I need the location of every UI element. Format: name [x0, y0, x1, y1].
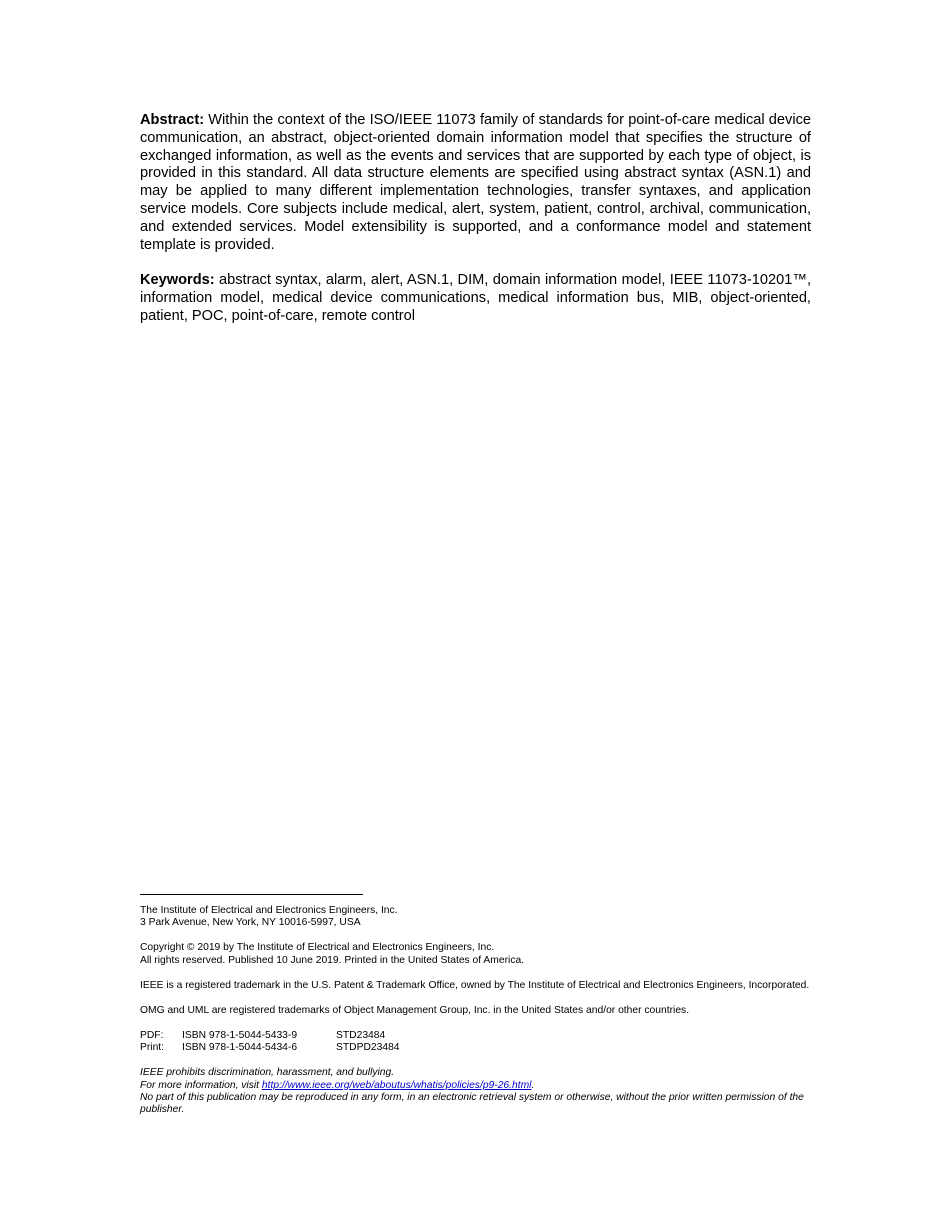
abstract-paragraph: [140, 112, 811, 254]
isbn-format: PDF:: [140, 1029, 164, 1041]
isbn-format: Print:: [140, 1042, 165, 1054]
isbn-row-pdf: [140, 1030, 812, 1042]
institute-street: 3 Park Avenue, New York, NY 10016-5997, USA: [140, 917, 361, 929]
isbn-row-print: [140, 1042, 812, 1054]
rights-line: All rights reserved. Published 10 June 2019. Printed in the United States of America.: [140, 954, 525, 966]
isbn-number: ISBN 978-1-5044-5433-9: [182, 1029, 298, 1041]
policy-link[interactable]: http://www.ieee.org/web/aboutus/whatis/policies/p9-26.html: [261, 1079, 532, 1091]
more-info-prefix: For more information, visit: [140, 1079, 262, 1091]
isbn-number: ISBN 978-1-5044-5434-6: [182, 1042, 298, 1054]
more-info-suffix: .: [531, 1079, 535, 1091]
discrimination-policy: IEEE prohibits discrimination, harassment, and bullying.: [140, 1067, 395, 1079]
more-info-line: [140, 1080, 812, 1092]
keywords-text: abstract syntax, alarm, alert, ASN.1, DIM, domain information model, IEEE 11073-10201™, information model, medical device communications, medical information bus, MIB, object-oriented, patient, POC, point-of-care, remote control: [140, 272, 811, 324]
ieee-trademark-block: [140, 980, 812, 992]
isbn-code: STDPD23484: [336, 1042, 400, 1054]
legal-notice: [140, 1067, 812, 1117]
copyright-line: Copyright © 2019 by The Institute of Electrical and Electronics Engineers, Inc.: [140, 942, 495, 954]
abstract-label: Abstract:: [140, 112, 205, 128]
footnote-divider: [140, 894, 363, 895]
omg-trademark-text: OMG and UML are registered trademarks of Object Management Group, Inc. in the United States and/or other countries.: [140, 1004, 690, 1016]
institute-address: [140, 905, 812, 930]
ieee-trademark-text: IEEE is a registered trademark in the U.S. Patent & Trademark Office, owned by The Institute of Electrical and Electronics Engineers, Incorporated.: [140, 979, 810, 991]
reproduction-notice: No part of this publication may be reproduced in any form, in an electronic retrieval system or otherwise, without the prior written permission of the publisher.: [140, 1092, 804, 1116]
keywords-paragraph: [140, 272, 811, 325]
isbn-table: [140, 1030, 812, 1055]
isbn-code: STD23484: [336, 1029, 386, 1041]
copyright-block: [140, 942, 812, 967]
keywords-label: Keywords:: [140, 272, 215, 289]
abstract-section: [140, 112, 811, 326]
publisher-footer: [140, 905, 812, 1117]
institute-name: The Institute of Electrical and Electronics Engineers, Inc.: [140, 905, 398, 916]
abstract-text: Within the context of the ISO/IEEE 11073 family of standards for point-of-care medical device communication, an abstract, object-oriented domain information model that specifies the structure of exchanged information, as well as the events and services that are supported by each type of object, is provided in this standard. All data structure elements are specified using abstract syntax (ASN.1) and may be applied to many different implementation technologies, transfer syntaxes, and application service models. Core subjects include medical, alert, system, patient, control, archival, communication, and extended services. Model extensibility is supported, and a conformance model and statement template is provided.: [140, 112, 811, 253]
omg-trademark-block: [140, 1005, 812, 1017]
